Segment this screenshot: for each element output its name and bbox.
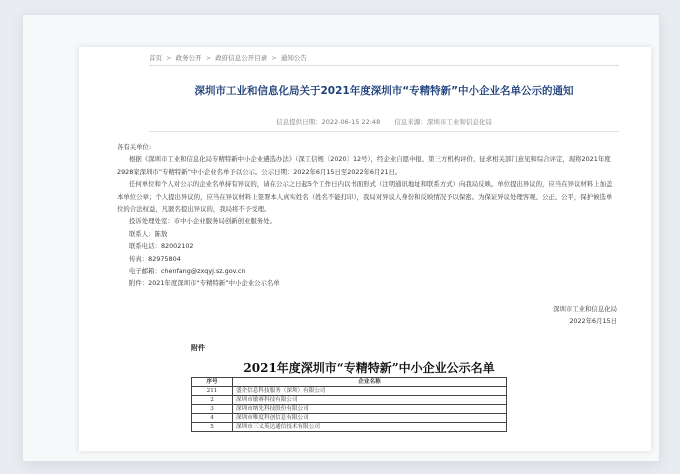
annex-label: 附件 [191, 344, 205, 352]
row-company-name: 深圳市纳先科技股份有限公司 [233, 405, 507, 414]
row-company-name: 深圳市唯度科创信息有限公司 [233, 414, 507, 423]
row-no: 4 [192, 414, 233, 423]
screenshot-frame [22, 14, 660, 462]
column-header-name: 企业名称 [233, 378, 507, 387]
contact-person: 联系人：陈敖 [129, 229, 168, 238]
row-no: 211 [192, 387, 233, 396]
contact-fax: 传真：82975804 [129, 254, 181, 263]
row-company-name: 盛企信息科技服务（深圳）有限公司 [233, 387, 507, 396]
divider [149, 131, 619, 132]
paragraph-basis: 根据《深圳市工业和信息化局专精特新中小企业遴选办法》（深工信规〔2020〕12号），经企业自愿申报、第三方机构评价、征求相关部门意见和综合评定，现将2021年度2928家深圳市“专精特新”中小企业名单予以公示。公示日期：2022年6月15日至2022年6月21日。 [117, 155, 611, 176]
row-no: 5 [192, 423, 233, 432]
table-row [192, 414, 507, 423]
article-body [117, 141, 613, 290]
table-row [192, 423, 507, 432]
contact-office: 投诉处理处室：市中小企业服务局创新创业服务处。 [129, 217, 276, 226]
column-header-no: 序号 [192, 378, 233, 387]
company-list-table [191, 377, 507, 432]
table-header-row [192, 378, 507, 387]
signature-date: 2022年6月15日 [569, 317, 617, 326]
meta-source: 深圳市工业和信息化局 [426, 118, 492, 126]
annex-title: 2021年度深圳市“专精特新”中小企业公示名单 [243, 361, 495, 375]
document-page [79, 47, 651, 451]
meta-date: 2022-06-15 22:48 [321, 118, 381, 126]
attachment-link[interactable]: 附件：2021年度深圳市“专精特新”中小企业公示名单 [129, 279, 280, 288]
breadcrumb-gov-affairs[interactable]: 政务公开 [175, 54, 202, 62]
table-row [192, 396, 507, 405]
paragraph-objection: 任何单位和个人对公示的企业名单持有异议的，请在公示之日起5个工作日内以书面形式（注明通讯地址和联系方式）向我局反映。单位提出异议的，应当在异议材料上加盖本单位公章；个人提出异议的，应当在异议材料上签署本人真实姓名（姓名不能打印），我局对异议人身份和反映情况予以保密。为保证异议处理客观、公正、公平，保护候选单位的合法权益，凡匿名提出异议的，我局将不予受理。 [117, 180, 613, 214]
breadcrumb-catalog[interactable]: 政府信息公开目录 [215, 54, 268, 62]
contact-phone: 联系电话：82002102 [129, 242, 194, 251]
signature-org: 深圳市工业和信息化局 [553, 305, 617, 313]
row-no: 2 [192, 396, 233, 405]
salutation: 各有关单位: [117, 143, 152, 151]
page-title: 深圳市工业和信息化局关于2021年度深圳市“专精特新”中小企业名单公示的通知 [194, 85, 574, 97]
breadcrumb-separator: > [205, 54, 212, 62]
article-meta [139, 117, 629, 126]
breadcrumb-separator: > [271, 54, 277, 62]
breadcrumb-home[interactable]: 首页 [149, 54, 162, 62]
meta-date-label: 信息提供日期： [276, 118, 322, 126]
row-no: 3 [192, 405, 233, 414]
table-row [192, 405, 507, 414]
row-company-name: 深圳市敏赛科技有限公司 [233, 396, 507, 405]
breadcrumb-notices[interactable]: 通知公告 [280, 54, 307, 62]
breadcrumb-separator: > [166, 54, 172, 62]
meta-source-label: 信息来源： [394, 118, 427, 126]
breadcrumb [149, 53, 619, 66]
contact-email[interactable]: 电子邮箱：chenfang@zxqyj.sz.gov.cn [129, 267, 246, 276]
signature-block [553, 303, 617, 328]
row-company-name: 深圳市三义英达通信技术有限公司 [233, 423, 507, 432]
table-row [192, 387, 507, 396]
